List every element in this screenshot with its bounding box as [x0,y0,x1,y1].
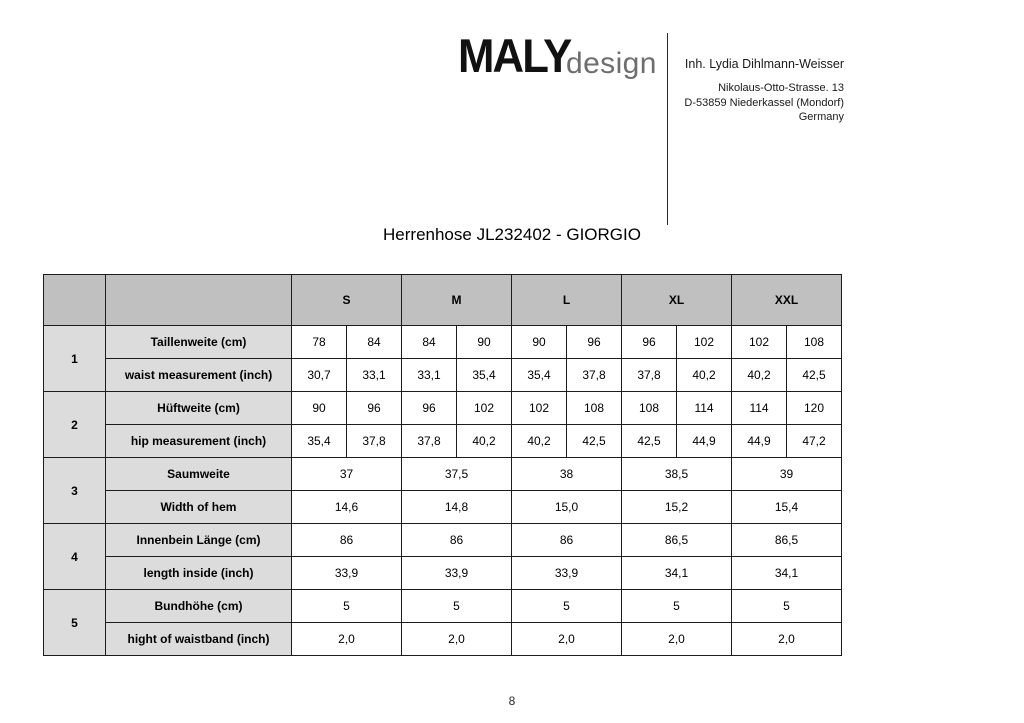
table-row [44,326,842,359]
logo-wordmark-primary: MALY [458,29,571,82]
measurement-label: Hüftweite (cm) [106,392,292,425]
measurement-value: 108 [622,392,677,425]
measurement-value: 42,5 [787,359,842,392]
measurement-value: 47,2 [787,425,842,458]
measurement-value: 84 [347,326,402,359]
measurement-value: 90 [292,392,347,425]
measurement-value: 5 [622,590,732,623]
measurement-value: 5 [732,590,842,623]
address-line-street: Nikolaus-Otto-Strasse. 13 [718,82,844,94]
measurement-value: 96 [347,392,402,425]
measurement-value: 30,7 [292,359,347,392]
measurement-label: hip measurement (inch) [106,425,292,458]
header-cell-size-xl: XL [622,275,732,326]
measurement-value: 102 [677,326,732,359]
measurement-value: 86,5 [622,524,732,557]
measurement-label: waist measurement (inch) [106,359,292,392]
measurement-value: 2,0 [512,623,622,656]
measurement-value: 2,0 [292,623,402,656]
measurement-value: 108 [567,392,622,425]
row-group-number: 3 [44,458,106,524]
measurement-value: 90 [512,326,567,359]
company-logo [458,29,663,82]
table-row [44,359,842,392]
measurement-value: 38,5 [622,458,732,491]
measurement-value: 38 [512,458,622,491]
header-cell-group-number [44,275,106,326]
measurement-label: Bundhöhe (cm) [106,590,292,623]
measurement-value: 34,1 [622,557,732,590]
measurement-value: 5 [512,590,622,623]
measurement-value: 86,5 [732,524,842,557]
measurement-value: 114 [677,392,732,425]
measurement-value: 33,9 [512,557,622,590]
measurement-value: 40,2 [677,359,732,392]
measurement-value: 37,8 [347,425,402,458]
measurement-label: hight of waistband (inch) [106,623,292,656]
measurement-value: 40,2 [457,425,512,458]
measurement-value: 37,5 [402,458,512,491]
measurement-value: 39 [732,458,842,491]
address-line-country: Germany [798,111,844,123]
measurement-value: 2,0 [622,623,732,656]
measurement-value: 44,9 [677,425,732,458]
size-chart-table [43,274,842,656]
measurement-value: 40,2 [512,425,567,458]
row-group-number: 2 [44,392,106,458]
measurement-label: length inside (inch) [106,557,292,590]
address-line-city: D-53859 Niederkassel (Mondorf) [684,96,844,109]
measurement-value: 37,8 [402,425,457,458]
measurement-value: 2,0 [732,623,842,656]
measurement-label: Saumweite [106,458,292,491]
table-header-row [44,275,842,326]
row-group-number: 4 [44,524,106,590]
measurement-value: 33,9 [292,557,402,590]
measurement-value: 35,4 [457,359,512,392]
measurement-value: 35,4 [292,425,347,458]
header-cell-size-m: M [402,275,512,326]
table-row [44,590,842,623]
page-number: 8 [508,694,516,708]
measurement-value: 33,1 [402,359,457,392]
row-group-number: 5 [44,590,106,656]
measurement-value: 5 [402,590,512,623]
measurement-value: 15,4 [732,491,842,524]
measurement-value: 37,8 [567,359,622,392]
measurement-value: 102 [512,392,567,425]
header-cell-size-s: S [292,275,402,326]
row-group-number: 1 [44,326,106,392]
document-header [0,0,1024,240]
measurement-value: 78 [292,326,347,359]
page-title: Herrenhose JL232402 - GIORGIO [383,225,641,244]
measurement-value: 15,2 [622,491,732,524]
measurement-value: 108 [787,326,842,359]
measurement-value: 102 [457,392,512,425]
measurement-value: 42,5 [622,425,677,458]
measurement-value: 96 [402,392,457,425]
measurement-value: 37,8 [622,359,677,392]
company-address-block [660,56,844,125]
measurement-value: 86 [402,524,512,557]
measurement-label: Taillenweite (cm) [106,326,292,359]
measurement-value: 120 [787,392,842,425]
header-cell-size-xxl: XXL [732,275,842,326]
measurement-value: 96 [622,326,677,359]
measurement-value: 114 [732,392,787,425]
measurement-value: 5 [292,590,402,623]
table-row [44,557,842,590]
measurement-value: 34,1 [732,557,842,590]
measurement-value: 14,8 [402,491,512,524]
logo-wordmark-secondary: design [566,47,657,80]
table-row [44,623,842,656]
table-row [44,524,842,557]
measurement-value: 102 [732,326,787,359]
measurement-value: 86 [292,524,402,557]
measurement-value: 84 [402,326,457,359]
measurement-value: 37 [292,458,402,491]
measurement-value: 40,2 [732,359,787,392]
measurement-value: 86 [512,524,622,557]
table-row [44,392,842,425]
measurement-value: 15,0 [512,491,622,524]
measurement-value: 33,9 [402,557,512,590]
company-owner-name: Inh. Lydia Dihlmann-Weisser [684,57,844,71]
table-row [44,425,842,458]
table-body [44,326,842,656]
measurement-value: 90 [457,326,512,359]
measurement-value: 44,9 [732,425,787,458]
measurement-value: 96 [567,326,622,359]
table-row [44,458,842,491]
measurement-value: 2,0 [402,623,512,656]
header-cell-size-l: L [512,275,622,326]
table-row [44,491,842,524]
measurement-value: 35,4 [512,359,567,392]
measurement-value: 33,1 [347,359,402,392]
measurement-label: Width of hem [106,491,292,524]
measurement-value: 42,5 [567,425,622,458]
measurement-label: Innenbein Länge (cm) [106,524,292,557]
measurement-value: 14,6 [292,491,402,524]
header-cell-measurement [106,275,292,326]
